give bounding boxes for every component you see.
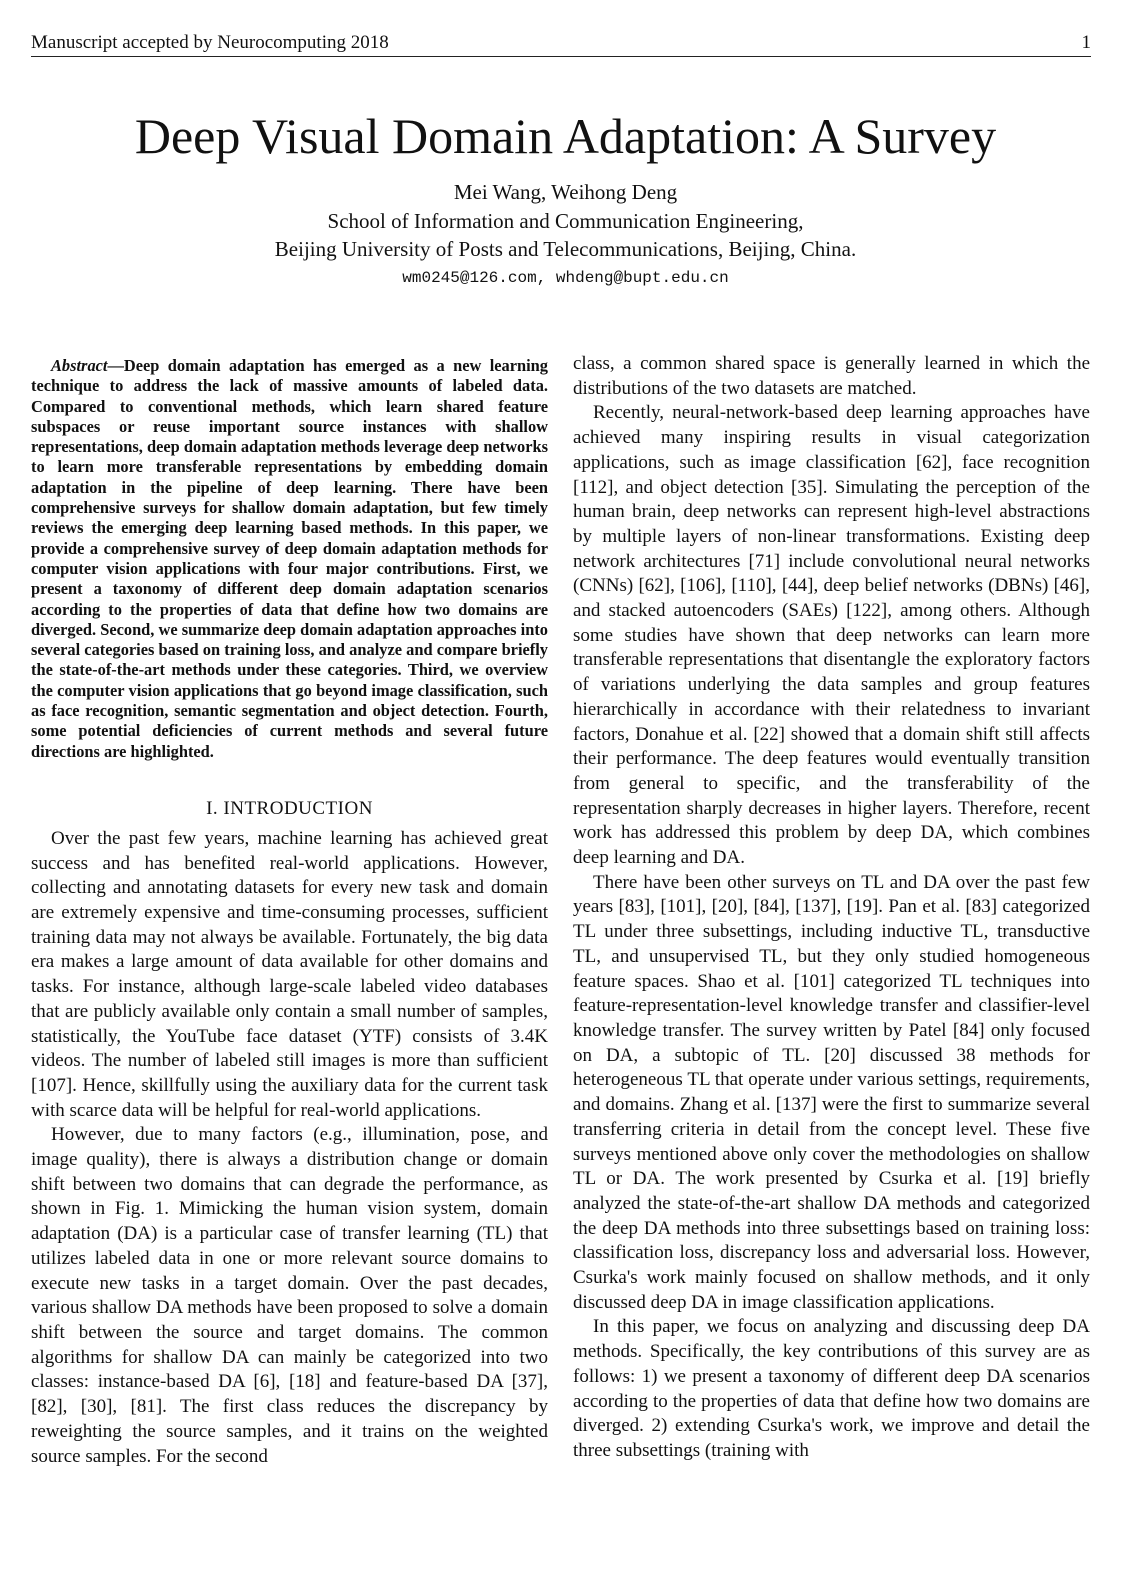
left-column xyxy=(31,352,548,1469)
affiliation-line-1: School of Information and Communication Engineering, xyxy=(327,208,804,233)
body-paragraph: There have been other surveys on TL and DA over the past few years [83], [101], [20], [84], [137], [19]. Pan et al. [83] categorized TL under three subsettings, including inductive TL, transductive TL, and unsupervised TL, but they only studied homogeneous feature spaces. Shao et al. [101] categorized TL techniques into feature-representation-level knowledge transfer and classifier-level knowledge transfer. The survey written by Patel [84] only focused on DA, a subtopic of TL. [20] discussed 38 methods for heterogeneous TL that operate under various settings, requirements, and domains. Zhang et al. [137] were the first to summarize several transferring criteria in detail from the concept level. These five surveys mentioned above only cover the methodologies on shallow TL or DA. The work presented by Csurka et al. [19] briefly analyzed the state-of-the-art shallow DA methods and categorized the deep DA methods into three subsettings based on training loss: classification loss, discrepancy loss and adversarial loss. However, Csurka's work mainly focused on shallow methods, and it only discussed deep DA in image classification applications. xyxy=(573,871,1090,1313)
abstract-text: —Deep domain adaptation has emerged as a new learning technique to address the lack of massive amounts of labeled data. Compared to conventional methods, which learn shared feature subspaces or reuse important source instances with shallow representations, deep domain adaptation methods leverage deep networks to learn more transferable representations by embedding domain adaptation in the pipeline of deep learning. There have been comprehensive surveys for shallow domain adaptation, but few timely reviews the emerging deep learning based methods. In this paper, we provide a comprehensive survey of deep domain adaptation methods for computer vision applications with four major contributions. First, we present a taxonomy of different deep domain adaptation scenarios according to the properties of data that define how two domains are diverged. Second, we summarize deep domain adaptation approaches into several categories based on training loss, and analyze and compare briefly the state-of-the-art methods under these categories. Third, we overview the computer vision applications that go beyond image classification, such as face recognition, semantic segmentation and object detection. Fourth, some potential deficiencies of current methods and several future directions are highlighted. xyxy=(31,356,548,761)
author-emails: wm0245@126.com, whdeng@bupt.edu.cn xyxy=(402,268,729,287)
body-paragraph: However, due to many factors (e.g., illumination, pose, and image quality), there is always a distribution change or domain shift between two domains that can degrade the performance, as shown in Fig. 1. Mimicking the human vision system, domain adaptation (DA) is a particular case of transfer learning (TL) that utilizes labeled data in one or more relevant source domains to execute new tasks in a target domain. Over the past decades, various shallow DA methods have been proposed to solve a domain shift between the source and target domains. The common algorithms for shallow DA can mainly be categorized into two classes: instance-based DA [6], [18] and feature-based DA [37], [82], [30], [81]. The first class reduces the discrepancy by reweighting the source samples, and it trains on the weighted source samples. For the second xyxy=(31,1124,548,1467)
author-block xyxy=(0,178,1131,292)
abstract xyxy=(31,352,548,762)
body-paragraph: In this paper, we focus on analyzing and discussing deep DA methods. Specifically, the key contributions of this survey are as follows: 1) we present a taxonomy of different deep DA scenarios according to the properties of data that define how two domains are diverged. 2) extending Csurka's work, we improve and detail the three subsettings (training with xyxy=(573,1316,1090,1461)
right-column xyxy=(573,352,1090,1464)
affiliation-line-2: Beijing University of Posts and Telecommunications, Beijing, China. xyxy=(274,237,857,261)
body-paragraph: Over the past few years, machine learning has achieved great success and has benefited real-world applications. However, collecting and annotating datasets for every new task and domain are extremely expensive and time-consuming processes, sufficient training data may not always be available. Fortunately, the big data era makes a large amount of data available for other domains and tasks. For instance, although large-scale labeled video databases that are publicly available only contain a small number of samples, statistically, the YouTube face dataset (YTF) consists of 3.4K videos. The number of labeled still images is more than sufficient [107]. Hence, skillfully using the auxiliary data for the current task with scarce data will be helpful for real-world applications. xyxy=(31,827,548,1121)
authors: Mei Wang, Weihong Deng xyxy=(453,180,678,204)
page-number: 1 xyxy=(1081,32,1091,53)
running-header xyxy=(31,30,1091,57)
body-paragraph: Recently, neural-network-based deep learning approaches have achieved many inspiring results in visual categorization applications, such as image classification [62], face recognition [112], and object detection [35]. Simulating the perception of the human brain, deep networks can represent high-level abstractions by multiple layers of non-linear transformations. Existing deep network architectures [71] include convolutional neural networks (CNNs) [62], [106], [110], [44], deep belief networks (DBNs) [46], and stacked autoencoders (SAEs) [122], among others. Although some studies have shown that deep networks can learn more transferable representations that disentangle the exploratory factors of variations underlying the data samples and group features hierarchically in accordance with their relatedness to invariant factors, Donahue et al. [22] showed that a domain shift still affects their performance. The deep features would eventually transition from general to specific, and the transferability of the representation sharply decreases in higher layers. Therefore, recent work has addressed this problem by deep DA, which combines deep learning and DA. xyxy=(573,402,1090,869)
section-heading-introduction: I. INTRODUCTION xyxy=(206,797,373,819)
journal-name: Manuscript accepted by Neurocomputing 2018 xyxy=(31,32,389,53)
paper-title: Deep Visual Domain Adaptation: A Survey xyxy=(134,108,997,164)
abstract-label: Abstract xyxy=(51,356,108,375)
body-paragraph: class, a common shared space is generally learned in which the distributions of the two datasets are matched. xyxy=(573,353,1090,399)
